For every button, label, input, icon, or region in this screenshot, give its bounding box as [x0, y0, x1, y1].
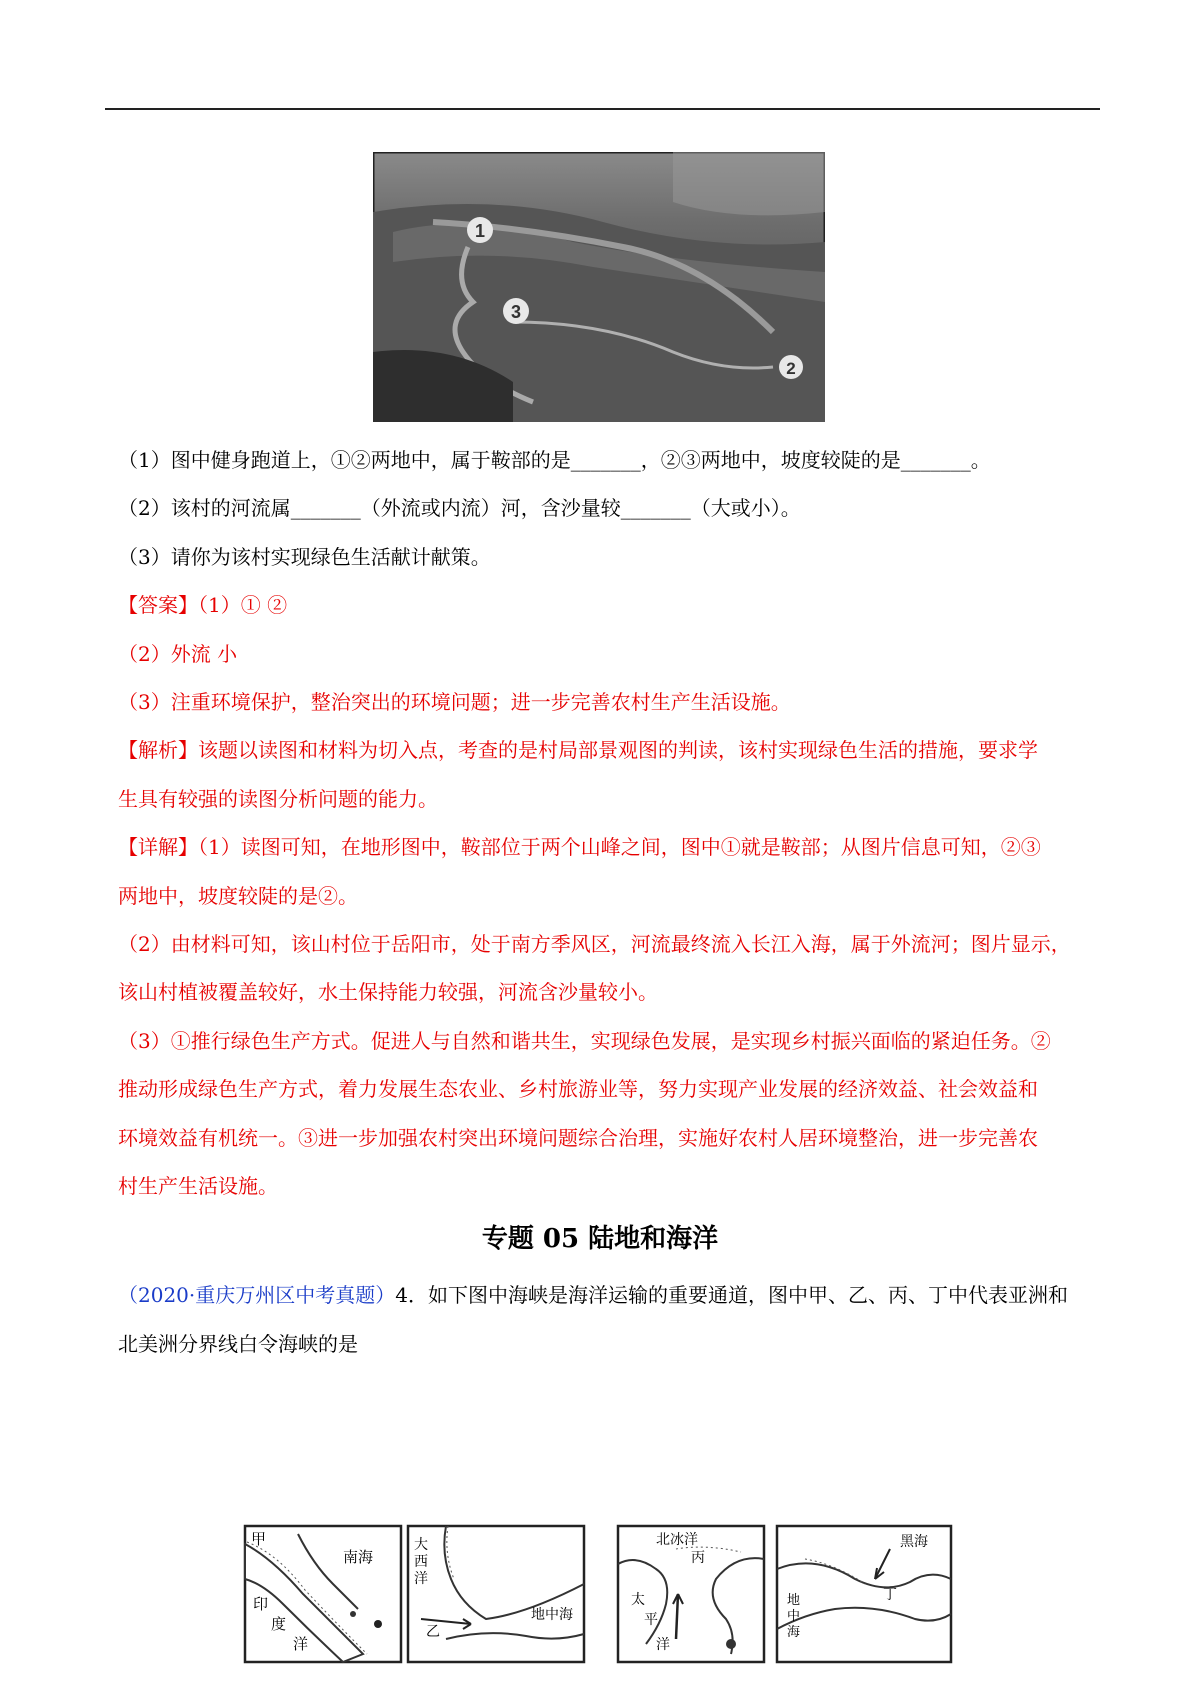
analysis-line-1: 【解析】该题以读图和材料为切入点，考查的是村局部景观图的判读，该村实现绿色生活的措施，要求学: [118, 738, 1038, 762]
section-title: 专题 05 陆地和海洋: [481, 1224, 719, 1254]
map-yi-ocean-2: 西: [414, 1553, 428, 1569]
map-yi-mediterranean: 地中海: [531, 1606, 573, 1622]
map-yi-ocean-3: 洋: [414, 1570, 428, 1586]
detail-line-7: 环境效益有机统一。③进一步加强农村突出环境问题综合治理，实施好农村人居环境整治，进一步完善农: [118, 1126, 1038, 1150]
map-ding: [775, 1524, 953, 1664]
question-4-line-1: [118, 1281, 1068, 1309]
answer-line-1: 【答案】（1）① ②: [118, 593, 288, 617]
map-yi-ocean-1: 大: [414, 1536, 428, 1552]
question-4-line-2: 北美洲分界线白令海峡的是: [118, 1332, 358, 1356]
map-bing-arctic: 北冰洋: [656, 1531, 698, 1547]
map-jia-ocean-2: 度: [271, 1616, 287, 1633]
map-jia-ocean-3: 洋: [293, 1636, 309, 1653]
map-bing-ocean-1: 太: [631, 1591, 645, 1607]
detail-line-3: （2）由材料可知，该山村位于岳阳市，处于南方季风区，河流最终流入长江入海，属于外流河；图片显示，: [118, 932, 1071, 956]
map-yi: [406, 1524, 586, 1664]
question-4-source: （2020·重庆万州区中考真题）: [118, 1283, 396, 1307]
question-3: （3）请你为该村实现绿色生活献计献策。: [118, 545, 491, 569]
question-4-text: 4．如下图中海峡是海洋运输的重要通道，图中甲、乙、丙、丁中代表亚洲和: [395, 1283, 1068, 1307]
detail-line-2: 两地中，坡度较陡的是②。: [118, 884, 358, 908]
map-jia-ocean-1: 印: [253, 1596, 269, 1613]
analysis-line-2: 生具有较强的读图分析问题的能力。: [118, 787, 438, 811]
map-jia-nanhai: 南海: [343, 1549, 374, 1566]
detail-line-6: 推动形成绿色生产方式，着力发展生态农业、乡村旅游业等，努力实现产业发展的经济效益、社会效益和: [118, 1077, 1038, 1101]
map-ding-label: 丁: [883, 1586, 897, 1602]
marker-1-label: 1: [474, 221, 486, 241]
marker-3-label: 3: [510, 302, 522, 322]
answer-line-3: （3）注重环境保护，整治突出的环境问题；进一步完善农村生产生活设施。: [118, 690, 791, 714]
detail-line-5: （3）①推行绿色生产方式。促进人与自然和谐共生，实现绿色发展，是实现乡村振兴面临的紧迫任务。②: [118, 1029, 1051, 1053]
map-bing-ocean-2: 平: [644, 1611, 658, 1627]
answer-line-2: （2）外流 小: [118, 642, 238, 666]
detail-line-4: 该山村植被覆盖较好，水土保持能力较强，河流含沙量较小。: [118, 980, 658, 1004]
detail-line-1: 【详解】（1）读图可知，在地形图中，鞍部位于两个山峰之间，图中①就是鞍部；从图片信息可知，②③: [118, 835, 1041, 859]
map-jia: [243, 1524, 403, 1664]
map-jia-label: 甲: [251, 1531, 267, 1548]
map-bing-label: 丙: [691, 1549, 705, 1565]
header-rule: [105, 108, 1100, 110]
detail-line-8: 村生产生活设施。: [118, 1174, 278, 1198]
map-bing: [616, 1524, 766, 1664]
map-ding-blacksea: 黑海: [900, 1533, 928, 1549]
village-aerial-photo: [373, 152, 825, 422]
map-yi-label: 乙: [426, 1623, 440, 1639]
question-1: （1）图中健身跑道上，①②两地中，属于鞍部的是_______，②③两地中，坡度较陡的是_______。: [118, 448, 991, 472]
marker-2-label: 2: [786, 359, 796, 378]
map-ding-sea-1: 地: [787, 1592, 801, 1607]
map-ding-sea-2: 中: [787, 1608, 801, 1623]
map-ding-sea-3: 海: [787, 1624, 801, 1639]
map-bing-ocean-3: 洋: [656, 1636, 670, 1652]
question-2: （2）该村的河流属_______（外流或内流）河，含沙量较_______（大或小）。: [118, 496, 801, 520]
